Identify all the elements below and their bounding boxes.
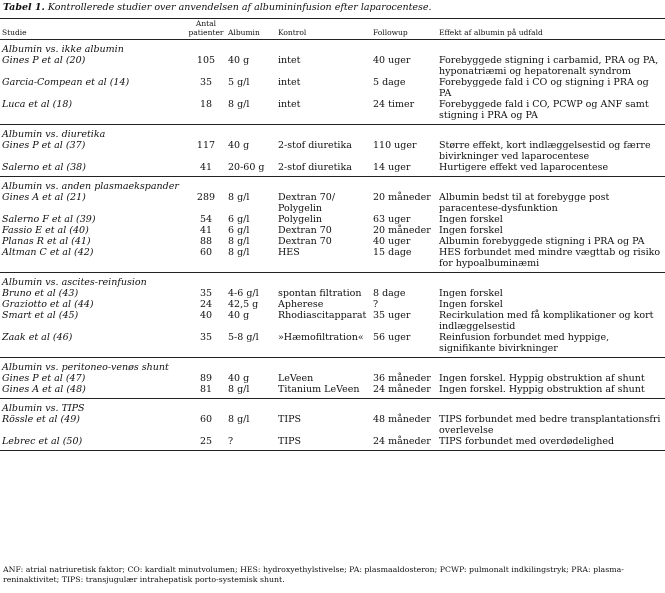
patients-cell: 289 xyxy=(196,192,216,203)
followup-cell: 110 uger xyxy=(373,140,417,151)
effect-cell: Ingen forskel xyxy=(439,299,503,310)
header-row xyxy=(0,19,665,40)
study-cell: Garcia-Compean et al (14) xyxy=(2,77,130,88)
albumin-cell: 8 g/l xyxy=(228,99,250,110)
followup-cell: 36 måneder xyxy=(373,373,431,384)
albumin-cell: 6 g/l xyxy=(228,225,250,236)
effect-cell: Ingen forskel xyxy=(439,214,503,225)
followup-cell: 5 dage xyxy=(373,77,406,88)
study-cell: Salerno F et al (39) xyxy=(2,214,96,225)
albumin-cell: 6 g/l xyxy=(228,214,250,225)
effect-cell: Forebyggede stigning i carbamid, PRA og PA, hyponatriæmi og hepatorenalt syndrom xyxy=(439,55,659,77)
patients-cell: 35 xyxy=(199,77,213,88)
control-cell: 2-stof diuretika xyxy=(278,140,352,151)
patients-cell: 105 xyxy=(196,55,216,66)
followup-cell: 14 uger xyxy=(373,162,411,173)
effect-cell: Reinfusion forbundet med hyppige, signifikante bivirkninger xyxy=(439,332,610,354)
table-row xyxy=(0,436,665,447)
patients-cell: 88 xyxy=(199,236,213,247)
effect-cell: HES forbundet med mindre vægttab og risiko for hypoalbuminæmi xyxy=(439,247,661,269)
albumin-cell: 5 g/l xyxy=(228,77,250,88)
effect-cell: Større effekt, kort indlæggelsestid og færre bivirkninger ved laparocentese xyxy=(439,140,651,162)
albumin-cell: ? xyxy=(228,436,234,447)
control-cell: Apherese xyxy=(278,299,324,310)
study-cell: Graziotto et al (44) xyxy=(2,299,94,310)
patients-cell: 35 xyxy=(199,288,213,299)
table-caption: Kontrollerede studier over anvendelsen af albumininfusion efter laparocentese. xyxy=(47,2,432,13)
header-effect: Effekt af albumin på udfald xyxy=(437,19,665,40)
study-cell: Rössle et al (49) xyxy=(2,414,80,425)
study-cell: Fassio E et al (40) xyxy=(2,225,89,236)
table-row xyxy=(0,288,665,299)
section-heading: Albumin vs. ascites-reinfusion xyxy=(2,277,147,288)
patients-cell: 89 xyxy=(199,373,213,384)
control-cell: intet xyxy=(278,55,301,66)
section-heading: Albumin vs. anden plasmaekspander xyxy=(2,181,179,192)
study-cell: Altman C et al (42) xyxy=(2,247,94,258)
table-row xyxy=(0,225,665,236)
effect-cell: TIPS forbundet med bedre transplantationsfri overlevelse xyxy=(439,414,661,436)
study-cell: Planas R et al (41) xyxy=(2,236,91,247)
effect-cell: Forebyggede fald i CO og stigning i PRA og PA xyxy=(439,77,649,99)
patients-cell: 41 xyxy=(199,225,213,236)
albumin-cell: 42,5 g xyxy=(228,299,259,310)
header-patients: Antal patienter xyxy=(186,19,226,40)
effect-cell: Forebyggede fald i CO, PCWP og ANF samt stigning i PRA og PA xyxy=(439,99,649,121)
effect-cell: Recirkulation med få komplikationer og kort indlæggelsestid xyxy=(439,310,654,332)
header-followup: Followup xyxy=(371,19,437,40)
section-heading-row xyxy=(0,358,665,374)
patients-cell: 41 xyxy=(199,162,213,173)
control-cell: TIPS xyxy=(278,436,301,447)
section-divider xyxy=(0,447,665,451)
control-cell: »Hæmofiltration« xyxy=(278,332,364,343)
albumin-cell: 8 g/l xyxy=(228,247,250,258)
table-row xyxy=(0,192,665,214)
albumin-cell: 8 g/l xyxy=(228,236,250,247)
control-cell: TIPS xyxy=(278,414,301,425)
albumin-cell: 8 g/l xyxy=(228,192,250,203)
albumin-cell: 40 g xyxy=(228,140,250,151)
study-cell: Bruno et al (43) xyxy=(2,288,79,299)
section-heading-row xyxy=(0,40,665,56)
table-row xyxy=(0,247,665,269)
control-cell: Polygelin xyxy=(278,214,323,225)
effect-cell: Ingen forskel. Hyppig obstruktion af shunt xyxy=(439,384,645,395)
study-cell: Smart et al (45) xyxy=(2,310,79,321)
effect-cell: Ingen forskel xyxy=(439,288,503,299)
followup-cell: 40 uger xyxy=(373,236,411,247)
patients-cell: 24 xyxy=(199,299,213,310)
albumin-cell: 40 g xyxy=(228,55,250,66)
followup-cell: 15 dage xyxy=(373,247,412,258)
control-cell: Rhodiascitapparat xyxy=(278,310,367,321)
patients-cell: 40 xyxy=(199,310,213,321)
section-heading: Albumin vs. TIPS xyxy=(2,403,85,414)
albumin-cell: 5-8 g/l xyxy=(228,332,259,343)
table-row xyxy=(0,77,665,99)
footnote: ANF: atrial natriuretisk faktor; CO: kardialt minutvolumen; HES: hydroxyethylstivelse; PA: plasmaaldosteron; PCWP: pulmonalt indkilingstryk; PRA: plasma-reninaktivitet; TIPS: transjugulær intrahepatisk porto-systemisk shunt. xyxy=(3,565,624,584)
study-cell: Gines A et al (21) xyxy=(2,192,86,203)
table-row xyxy=(0,373,665,384)
table-row xyxy=(0,299,665,310)
table-row xyxy=(0,99,665,121)
study-cell: Gines P et al (37) xyxy=(2,140,86,151)
study-cell: Zaak et al (46) xyxy=(2,332,73,343)
followup-cell: 40 uger xyxy=(373,55,411,66)
followup-cell: 24 måneder xyxy=(373,384,431,395)
control-cell: intet xyxy=(278,99,301,110)
header-study: Studie xyxy=(0,19,186,40)
study-cell: Gines P et al (47) xyxy=(2,373,86,384)
table-row xyxy=(0,162,665,173)
header-albumin: Albumin xyxy=(226,19,276,40)
albumin-cell: 20-60 g xyxy=(228,162,265,173)
control-cell: Dextran 70 xyxy=(278,225,332,236)
section-heading-row xyxy=(0,399,665,415)
table-row xyxy=(0,55,665,77)
patients-cell: 54 xyxy=(199,214,213,225)
control-cell: intet xyxy=(278,77,301,88)
studies-table xyxy=(0,18,665,451)
effect-cell: Ingen forskel. Hyppig obstruktion af shunt xyxy=(439,373,645,384)
control-cell: HES xyxy=(278,247,300,258)
table-row xyxy=(0,384,665,395)
patients-cell: 60 xyxy=(199,414,213,425)
table-row xyxy=(0,214,665,225)
patients-cell: 60 xyxy=(199,247,213,258)
control-cell: spontan filtration xyxy=(278,288,362,299)
followup-cell: 56 uger xyxy=(373,332,411,343)
followup-cell: 48 måneder xyxy=(373,414,431,425)
effect-cell: Ingen forskel xyxy=(439,225,503,236)
albumin-cell: 40 g xyxy=(228,373,250,384)
albumin-cell: 40 g xyxy=(228,310,250,321)
effect-cell: TIPS forbundet med overdødelighed xyxy=(439,436,615,447)
table-number: Tabel 1. xyxy=(3,2,45,13)
section-heading: Albumin vs. ikke albumin xyxy=(2,44,124,55)
header-control: Kontrol xyxy=(276,19,371,40)
followup-cell: ? xyxy=(373,299,379,310)
section-heading-row xyxy=(0,177,665,193)
patients-cell: 18 xyxy=(199,99,213,110)
study-cell: Luca et al (18) xyxy=(2,99,73,110)
followup-cell: 8 dage xyxy=(373,288,406,299)
patients-cell: 25 xyxy=(199,436,213,447)
patients-cell: 35 xyxy=(199,332,213,343)
divider-line xyxy=(0,447,665,451)
study-cell: Salerno et al (38) xyxy=(2,162,86,173)
table-title xyxy=(3,2,432,13)
control-cell: Titanium LeVeen xyxy=(278,384,360,395)
followup-cell: 20 måneder xyxy=(373,225,431,236)
albumin-cell: 4-6 g/l xyxy=(228,288,259,299)
followup-cell: 35 uger xyxy=(373,310,411,321)
study-cell: Gines P et al (20) xyxy=(2,55,86,66)
control-cell: Dextran 70 xyxy=(278,236,332,247)
table-row xyxy=(0,236,665,247)
effect-cell: Albumin bedst til at forebygge post paracentese-dysfunktion xyxy=(439,192,610,214)
effect-cell: Albumin forebyggede stigning i PRA og PA xyxy=(439,236,645,247)
control-cell: 2-stof diuretika xyxy=(278,162,352,173)
effect-cell: Hurtigere effekt ved laparocentese xyxy=(439,162,609,173)
table-row xyxy=(0,414,665,436)
study-cell: Lebrec et al (50) xyxy=(2,436,83,447)
table-row xyxy=(0,332,665,354)
control-cell: LeVeen xyxy=(278,373,314,384)
patients-cell: 117 xyxy=(196,140,216,151)
patients-cell: 81 xyxy=(199,384,213,395)
control-cell: Dextran 70/ Polygelin xyxy=(278,192,336,214)
table-body xyxy=(0,40,665,451)
study-cell: Gines A et al (48) xyxy=(2,384,86,395)
followup-cell: 24 måneder xyxy=(373,436,431,447)
albumin-cell: 8 g/l xyxy=(228,414,250,425)
albumin-cell: 8 g/l xyxy=(228,384,250,395)
followup-cell: 24 timer xyxy=(373,99,415,110)
section-heading-row xyxy=(0,125,665,141)
table-row xyxy=(0,140,665,162)
section-heading: Albumin vs. diuretika xyxy=(2,129,106,140)
section-heading: Albumin vs. peritoneo-venøs shunt xyxy=(2,362,169,373)
section-heading-row xyxy=(0,273,665,289)
followup-cell: 63 uger xyxy=(373,214,411,225)
table-row xyxy=(0,310,665,332)
followup-cell: 20 måneder xyxy=(373,192,431,203)
